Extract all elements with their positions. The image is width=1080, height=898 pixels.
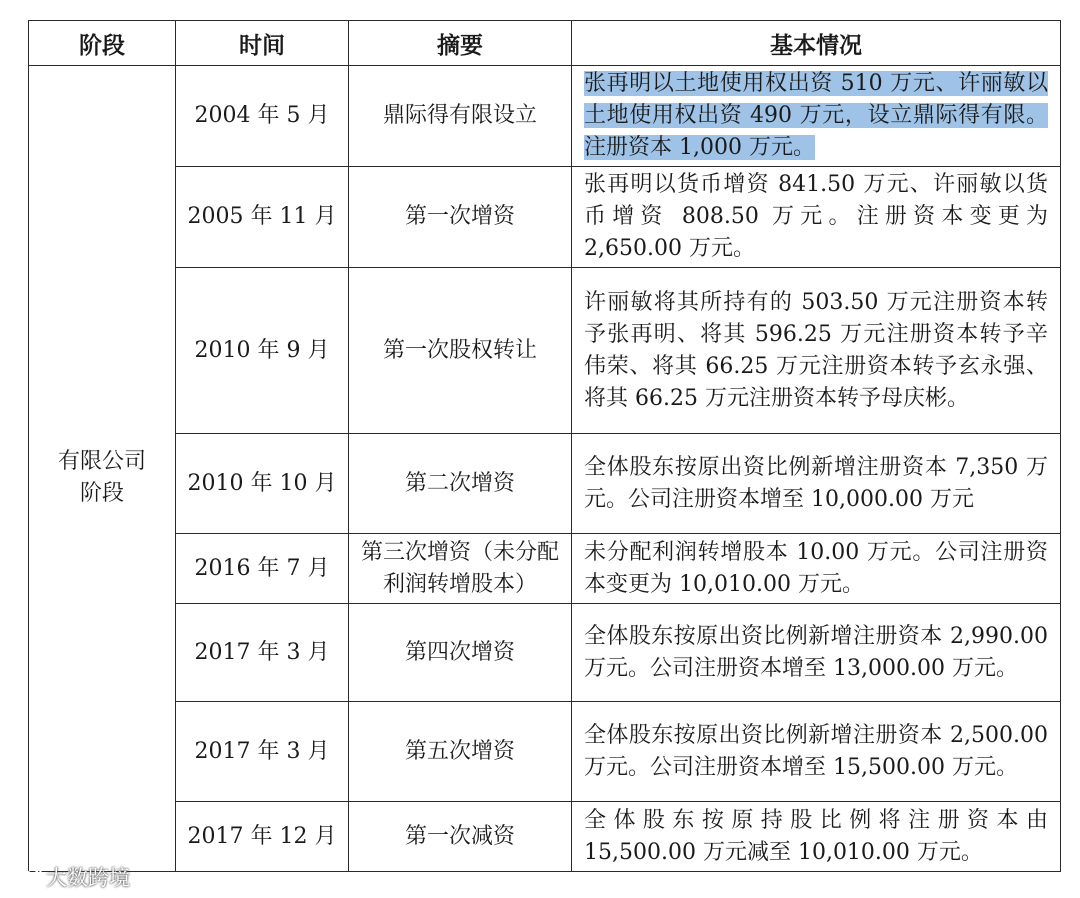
weibo-logo-icon	[8, 864, 42, 890]
header-summary: 摘要	[349, 21, 572, 66]
date-cell: 2010 年 10 月	[176, 434, 349, 534]
watermark	[8, 862, 130, 892]
summary-cell: 第一次增资	[349, 167, 572, 268]
detail-cell-highlighted[interactable]	[572, 66, 1061, 167]
watermark-text: 大数跨境	[46, 866, 130, 890]
summary-cell: 第三次增资（未分配利润转增股本）	[349, 534, 572, 604]
summary-cell: 第四次增资	[349, 604, 572, 702]
header-stage: 阶段	[29, 21, 176, 66]
date-cell: 2017 年 3 月	[176, 702, 349, 802]
detail-cell: 未分配利润转增股本 10.00 万元。公司注册资本变更为 10,010.00 万元。	[572, 534, 1061, 604]
table-row	[29, 802, 1061, 872]
summary-cell: 第一次股权转让	[349, 268, 572, 434]
company-history-table	[28, 20, 1061, 872]
stage-cell	[29, 66, 176, 872]
date-cell: 2017 年 3 月	[176, 604, 349, 702]
detail-cell: 全体股东按原持股比例将注册资本由 15,500.00 万元减至 10,010.00 万元。	[572, 802, 1061, 872]
date-cell: 2005 年 11 月	[176, 167, 349, 268]
summary-cell: 第五次增资	[349, 702, 572, 802]
table-row	[29, 66, 1061, 167]
detail-cell: 许丽敏将其所持有的 503.50 万元注册资本转予张再明、将其 596.25 万元注册资本转予辛伟荣、将其 66.25 万元注册资本转予玄永强、将其 66.25 万元注册资本转予母庆彬。	[572, 268, 1061, 434]
detail-cell: 全体股东按原出资比例新增注册资本 2,500.00 万元。公司注册资本增至 15,500.00 万元。	[572, 702, 1061, 802]
detail-cell: 全体股东按原出资比例新增注册资本 7,350 万元。公司注册资本增至 10,000.00 万元	[572, 434, 1061, 534]
table-row	[29, 434, 1061, 534]
header-time: 时间	[176, 21, 349, 66]
stage-label: 有限公司阶段	[57, 449, 146, 506]
table-row	[29, 167, 1061, 268]
summary-cell: 第二次增资	[349, 434, 572, 534]
summary-cell: 鼎际得有限设立	[349, 66, 572, 167]
header-row	[29, 21, 1061, 66]
detail-cell: 全体股东按原出资比例新增注册资本 2,990.00 万元。公司注册资本增至 13,000.00 万元。	[572, 604, 1061, 702]
table-row	[29, 534, 1061, 604]
header-detail: 基本情况	[572, 21, 1061, 66]
date-cell: 2010 年 9 月	[176, 268, 349, 434]
detail-cell: 张再明以货币增资 841.50 万元、许丽敏以货币增资 808.50 万元。注册资本变更为 2,650.00 万元。	[572, 167, 1061, 268]
table-row	[29, 268, 1061, 434]
summary-cell: 第一次减资	[349, 802, 572, 872]
selected-text[interactable]: 张再明以土地使用权出资 510 万元、许丽敏以土地使用权出资 490 万元，设立鼎际得有限。注册资本 1,000 万元。	[584, 71, 1048, 160]
table-row	[29, 604, 1061, 702]
date-cell: 2017 年 12 月	[176, 802, 349, 872]
table-row	[29, 702, 1061, 802]
date-cell: 2004 年 5 月	[176, 66, 349, 167]
date-cell: 2016 年 7 月	[176, 534, 349, 604]
